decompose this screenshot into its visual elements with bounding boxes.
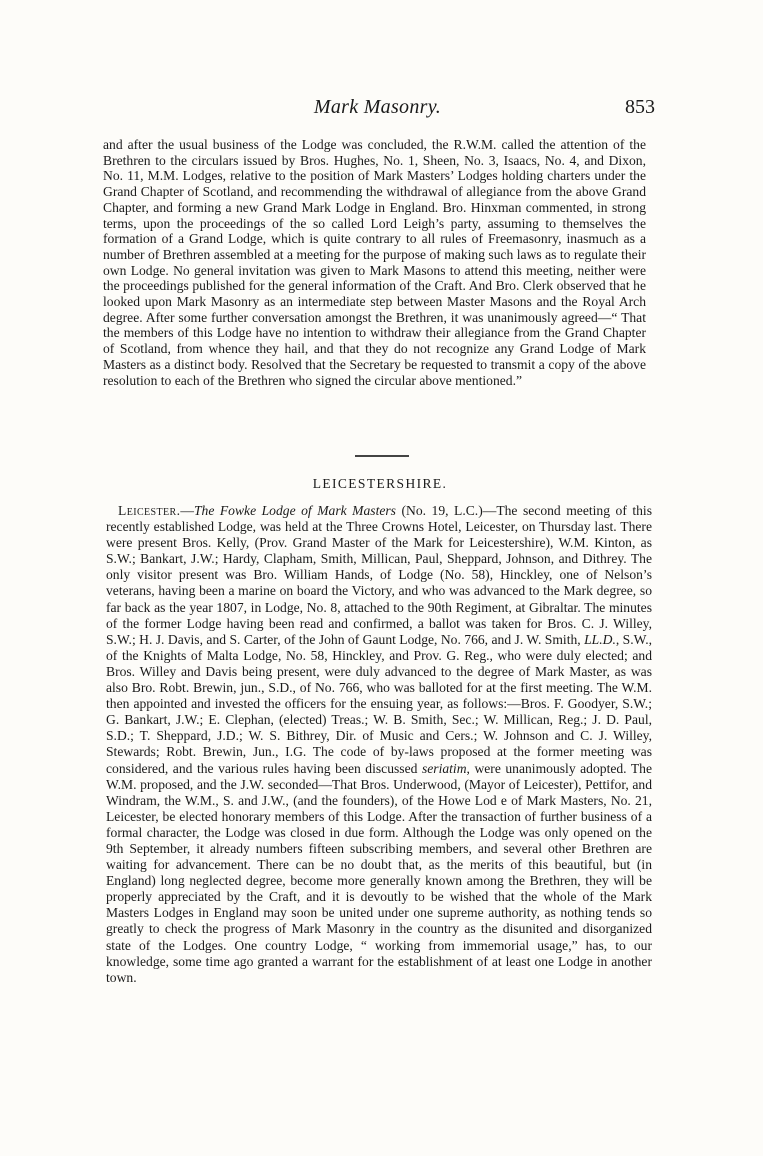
continuation-paragraph: and after the usual business of the Lodge was concluded, the R.W.M. called the attention of the Brethren to the circulars issued by Bros. Hughes, No. 1, Sheen, No. 3, Isaacs, No. 4, and Dixon, No. 11, M.M. Lodges, relative to the position of Mark Masters’ Lodges holding charters under the Grand Chapter of Scotland, and recommending the withdrawal of allegiance from the above Grand Chapter, and forming a new Grand Mark Lodge in England. Bro. Hinxman commented, in strong terms, upon the proceedings of the so called Lord Leigh’s party, assuming to themselves the formation of a Grand Lodge, which is quite contrary to all rules of Freemasonry, inasmuch as a number of Brethren assembled at a meeting for the purpose of making such laws as to regulate their own Lodge. No general invitation was given to Mark Masons to attend this meeting, neither were the proceedings published for the general information of the Craft. And Bro. Clerk observed that he looked upon Mark Masonry as an intermediate step between Master Masons and the Royal Arch degree. After some further conversation amongst the Brethren, it was unanimously agreed—“ That the members of this Lodge have no intention to withdraw their allegiance from the Grand Chapter of Scotland, from whence they hail, and that they do not recognize any Grand Lodge of Mark Masters as a distinct body. Resolved that the Secretary be requested to transmit a copy of the above resolution to each of the Brethren who signed the circular above mentioned.” xyxy=(103,137,646,388)
running-title: Mark Masonry. xyxy=(313,96,442,118)
seriatim-term: seriatim xyxy=(421,760,467,776)
report-text-part-1: (No. 19, L.C.)—The second meeting of this recently established Lodge, was held at the Three Crowns Hotel, Leicester, on Thursday last. There were present Bros. Kelly, (Prov. Grand Master of the Mark for Leicestershire), W.M. Kinton, as S.W.; Bankart, J.W.; Hardy, Clapham, Smith, Millican, Paul, Sheppard, Johnson, and Dithrey. The only visitor present was Bro. William Hands, of Lodge (No. 58), Hinckley, one of Nelson’s veterans, having been a marine on board the Victory, and who was advanced to the Mark degree, so far back as the year 1807, in Lodge, No. 8, attached to the 90th Regiment, at Gibraltar. The minutes of the former Lodge having been read and confirmed, a ballot was taken for Bros. C. J. Willey, S.W.; H. J. Davis, and S. Carter, of the John of Gaunt Lodge, No. 766, and J. W. Smith, xyxy=(106,503,653,647)
section-divider xyxy=(355,455,409,457)
report-text-part-3: , were unanimously adopted. The W.M. proposed, and the J.W. seconded—That Bros. Underwood, (Mayor of Leicester), Pettifor, and Windram, the W.M., S. and J.W., (and the founders), of the Howe Lod e of Mark Masters, No. 21, Leicester, be elected honorary members of this Lodge. After the transaction of further business of a formal character, the Lodge was closed in due form. Although the Lodge was only opened on the 9th September, it already numbers fifteen subscribing members, and several other Brethren are waiting for advancement. There can be no doubt that, as the merits of this beautiful, but (in England) long neglected degree, become more generally known among the Brethren, they will be properly appreciated by the Craft, and it is devoutly to be wished that the whole of the Mark Masters Lodges in England may soon be united under one supreme authority, as nothing tends so greatly to check the progress of Mark Masonry in the country as the disunited and disorganized state of the Lodges. One country Lodge, “ working from immemorial usage,” has, to our knowledge, some time ago granted a warrant for the establishment of at least one Lodge in another town. xyxy=(106,760,652,985)
place-name: Leicester. xyxy=(118,503,181,518)
lead-dash: — xyxy=(180,503,194,518)
degree-abbreviation: LL.D. xyxy=(584,631,616,647)
lodge-name: The Fowke Lodge of Mark Masters xyxy=(193,503,396,518)
section-heading: LEICESTERSHIRE. xyxy=(312,476,448,491)
running-head xyxy=(100,96,655,122)
report-text-part-2: , S.W., of the Knights of Malta Lodge, No. 58, Hinckley, and Prov. G. Reg., who were duly elected; and Bros. Willey and Davis being present, were duly advanced to the degree of Mark Master, as was also Bro. Robt. Brewin, jun., S.D., of No. 766, who was balloted for at the first meeting. The W.M. then appointed and invested the officers for the ensuing year, as follows:—Bros. F. Goodyer, S.W.; G. Bankart, J.W.; E. Clephan, (elected) Treas.; W. B. Smith, Sec.; W. Millican, Reg.; J. D. Paul, S.D.; T. Sheppard, J.D.; W. S. Bithrey, Dir. of Music and Cers.; W. Johnson and C. J. Willey, Stewards; Robt. Brewin, Jun., I.G. The code of by-laws proposed at the former meeting was considered, and the various rules having been discussed xyxy=(106,631,652,776)
page-number: 853 xyxy=(625,96,655,118)
report-paragraph xyxy=(106,503,652,986)
